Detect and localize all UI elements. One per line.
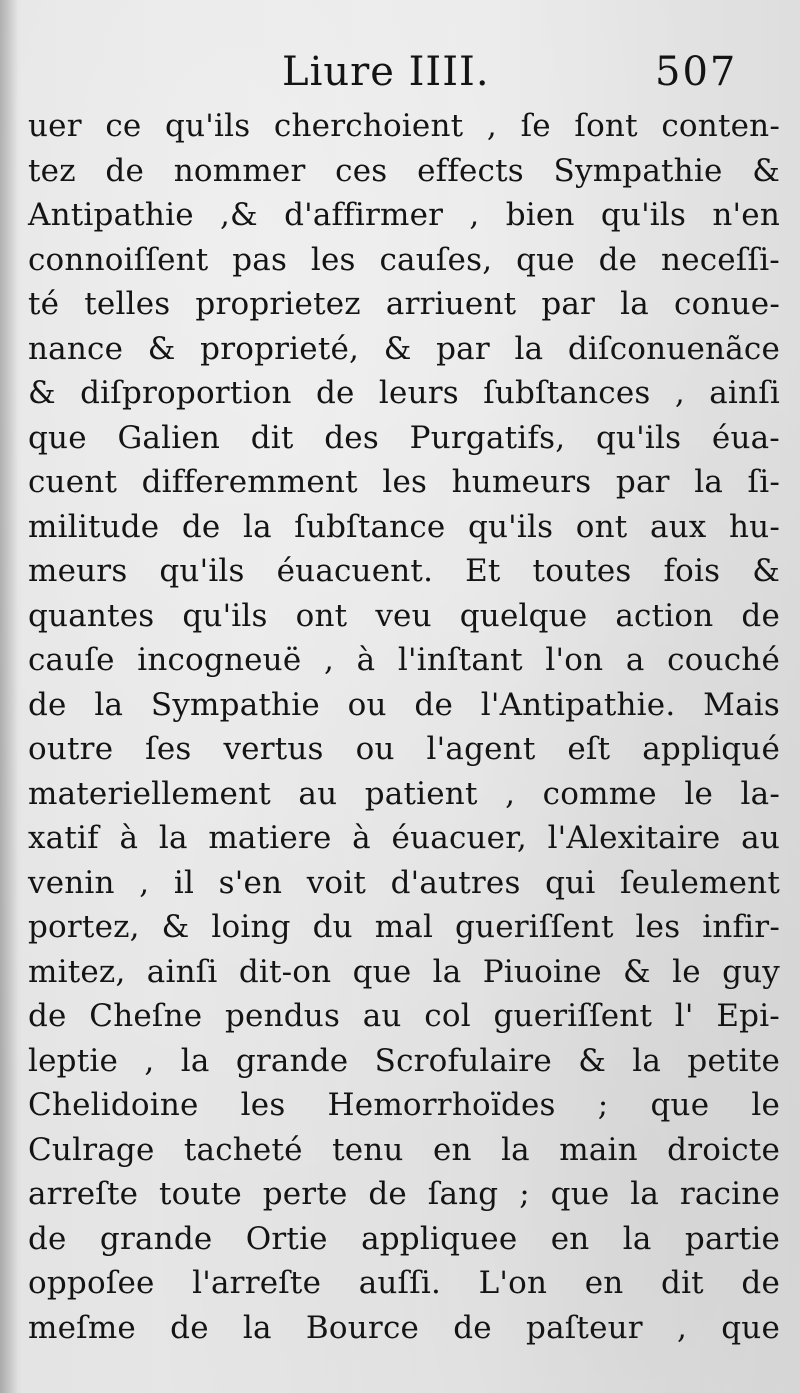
text-line: cuent differemment les humeurs par la ſi- xyxy=(28,464,780,500)
text-line: tez de nommer ces effects Sympathie & xyxy=(28,152,780,189)
text-line: nance & proprieté, & par la diſconuenãce xyxy=(28,330,780,367)
text-line: de Cheſne pendus au col gueriſſent l' Epi- xyxy=(28,998,780,1034)
text-line: uer ce qu'ils cherchoient , ſe ſont conten- xyxy=(28,108,780,144)
text-line: & diſproportion de leurs ſubſtances , ainſi xyxy=(28,375,780,411)
text-line: arreſte toute perte de ſang ; que la racine xyxy=(28,1176,780,1212)
text-line: cauſe incogneuë , à l'inſtant l'on a couché xyxy=(28,642,780,678)
text-line: mitez, ainſi dit-on que la Piuoine & le guy xyxy=(28,953,780,990)
body-text xyxy=(28,104,780,1350)
text-line: outre ſes vertus ou l'agent eſt appliqué xyxy=(28,731,780,767)
page-number: 507 xyxy=(655,49,738,95)
text-line: Chelidoine les Hemorrhoïdes ; que le xyxy=(28,1087,780,1123)
text-line: venin , il s'en voit d'autres qui ſeulement xyxy=(28,864,780,901)
text-line: de la Sympathie ou de l'Antipathie. Mais xyxy=(28,686,780,723)
text-line: leptie , la grande Scrofulaire & la petite xyxy=(28,1042,780,1079)
text-line: connoiſſent pas les cauſes, que de neceſſi- xyxy=(28,241,780,278)
text-line: oppoſee l'arreſte auſſi. L'on en dit de xyxy=(28,1265,780,1301)
text-line: de grande Ortie appliquee en la partie xyxy=(28,1220,780,1257)
text-line: que Galien dit des Purgatifs, qu'ils éua- xyxy=(28,419,780,456)
text-line: té telles proprietez arriuent par la conue- xyxy=(28,286,780,322)
text-line: portez, & loing du mal gueriſſent les infir- xyxy=(28,909,780,945)
text-line: meurs qu'ils éuacuent. Et toutes fois & xyxy=(28,553,780,589)
text-line: Culrage tacheté tenu en la main droicte xyxy=(28,1131,780,1168)
gutter-shadow xyxy=(0,0,18,1393)
page-header xyxy=(0,44,800,104)
text-line: quantes qu'ils ont veu quelque action de xyxy=(28,597,780,634)
running-title: Liure IIII. xyxy=(282,49,490,95)
text-line: xatif à la matiere à éuacuer, l'Alexitaire au xyxy=(28,820,780,856)
text-line: materiellement au patient , comme le la- xyxy=(28,775,780,812)
text-line: meſme de la Bource de paſteur , que xyxy=(28,1309,780,1346)
text-line: militude de la ſubſtance qu'ils ont aux hu- xyxy=(28,508,780,545)
text-line: Antipathie ,& d'affirmer , bien qu'ils n'en xyxy=(28,197,780,233)
